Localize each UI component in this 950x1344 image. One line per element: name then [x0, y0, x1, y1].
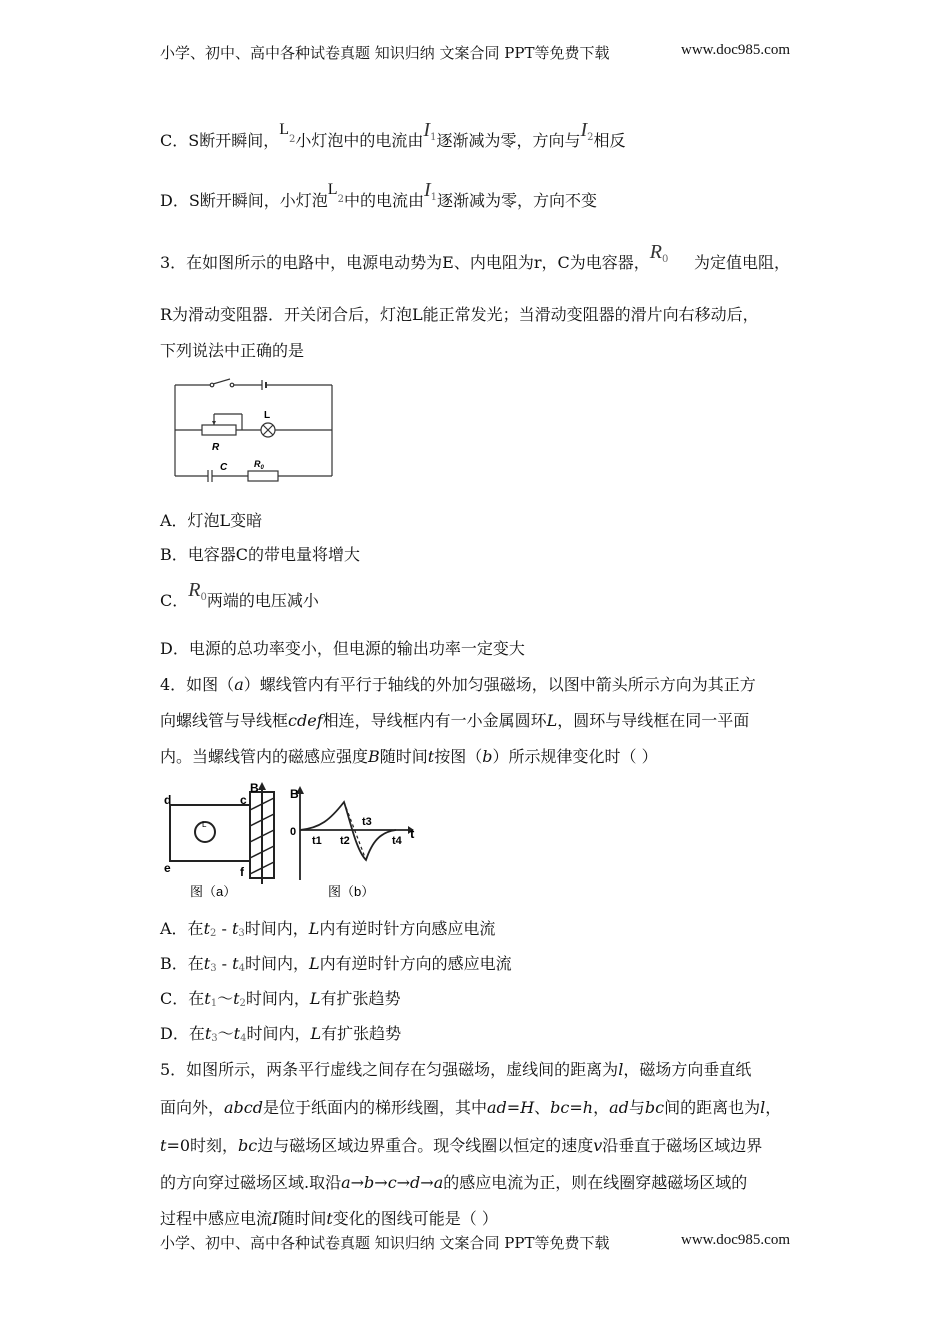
q4-option-c: C．在t1～t2时间内，L有扩张趋势	[160, 989, 401, 1009]
svg-text:t3: t3	[362, 816, 372, 828]
rheostat-label: R	[212, 442, 220, 453]
q4-figures	[160, 780, 430, 904]
q3-option-b: B．电容器C的带电量将增大	[160, 545, 361, 564]
svg-text:B: B	[290, 787, 299, 801]
figure-b-caption: 图（b）	[328, 884, 375, 899]
q3-option-a: A．灯泡L变暗	[160, 511, 263, 530]
footer-url: www.doc985.com	[680, 1232, 790, 1248]
q3-stem-line-2: R为滑动变阻器．开关闭合后，灯泡L能正常发光；当滑动变阻器的滑片向右移动后，	[160, 305, 759, 324]
q5-line-4: 的方向穿过磁场区域.取沿a→b→c→d→a的感应电流为正，则在线圈穿越磁场区域的	[160, 1173, 748, 1192]
page-header	[160, 42, 790, 63]
footer-text: 小学、初中、高中各种试卷真题 知识归纳 文案合同 PPT等免费下载	[160, 1234, 610, 1252]
svg-text:0: 0	[290, 826, 297, 838]
q4-figure-a	[170, 786, 274, 884]
svg-text:t1: t1	[312, 835, 322, 847]
lamp-label: L	[264, 410, 271, 421]
svg-text:t: t	[410, 826, 415, 841]
svg-text:d: d	[164, 793, 172, 807]
q4-option-a: A．在t2 - t3时间内，L内有逆时针方向感应电流	[160, 919, 496, 939]
svg-text:e: e	[164, 861, 171, 875]
q5-line-3: t=0时刻，bc边与磁场区域边界重合。现令线圈以恒定的速度v沿垂直于磁场区域边界	[160, 1136, 763, 1155]
svg-text:c: c	[240, 793, 247, 807]
svg-text:L: L	[202, 820, 207, 829]
q4-stem-line-1: 4．如图（a）螺线管内有平行于轴线的外加匀强磁场，以图中箭头所示方向为其正方	[160, 675, 756, 694]
header-text: 小学、初中、高中各种试卷真题 知识归纳 文案合同 PPT等免费下载	[160, 44, 610, 62]
q4-option-b: B．在t3 - t4时间内，L内有逆时针方向的感应电流	[160, 954, 512, 974]
q2-option-d: D．S断开瞬间，小灯泡$L^2$中的电流由$I^1$逐渐减为零，方向不变	[160, 179, 598, 210]
svg-text:t4: t4	[392, 835, 402, 847]
q3-stem-line-3: 下列说法中正确的是	[160, 341, 305, 360]
svg-text:t2: t2	[340, 835, 350, 847]
q4-stem-line-3: 内。当螺线管内的磁感应强度B随时间t按图（b）所示规律变化时（ ）	[160, 747, 658, 766]
q4-stem-line-2: 向螺线管与导线框cdef相连，导线框内有一小金属圆环L，圆环与导线框在同一平面	[160, 711, 750, 730]
figure-a-caption: 图（a）	[190, 884, 237, 899]
svg-text:f: f	[240, 865, 244, 879]
capacitor-label: C	[220, 462, 228, 473]
q5-line-2: 面向外，abcd是位于纸面内的梯形线圈，其中ad=H、bc=h，ad与bc间的距离也为l，	[160, 1098, 782, 1117]
q4-option-d: D．在t3～t4时间内，L有扩张趋势	[160, 1024, 402, 1044]
q2-option-c: C．S断开瞬间，$L^2$小灯泡中的电流由$I^1$逐渐减为零，方向与$I^2$相反	[160, 119, 626, 150]
svg-text:B: B	[250, 781, 259, 795]
r0-label: $R_0$	[254, 459, 264, 471]
q3-circuit-diagram	[170, 378, 340, 488]
header-url: www.doc985.com	[680, 42, 790, 58]
q3-stem-line-1: 3．在如图所示的电路中，电源电动势为E、内电阻为r，C为电容器，$R^0$ 为定值电阻，	[160, 241, 790, 272]
q3-option-c: C．$R^0$两端的电压减小	[160, 579, 319, 610]
q3-option-d: D．电源的总功率变小，但电源的输出功率一定变大	[160, 639, 525, 658]
q5-line-1: 5．如图所示，两条平行虚线之间存在匀强磁场，虚线间的距离为l，磁场方向垂直纸	[160, 1060, 752, 1079]
page-footer	[160, 1232, 790, 1253]
q5-line-5: 过程中感应电流I随时间t变化的图线可能是（ ）	[160, 1209, 498, 1228]
